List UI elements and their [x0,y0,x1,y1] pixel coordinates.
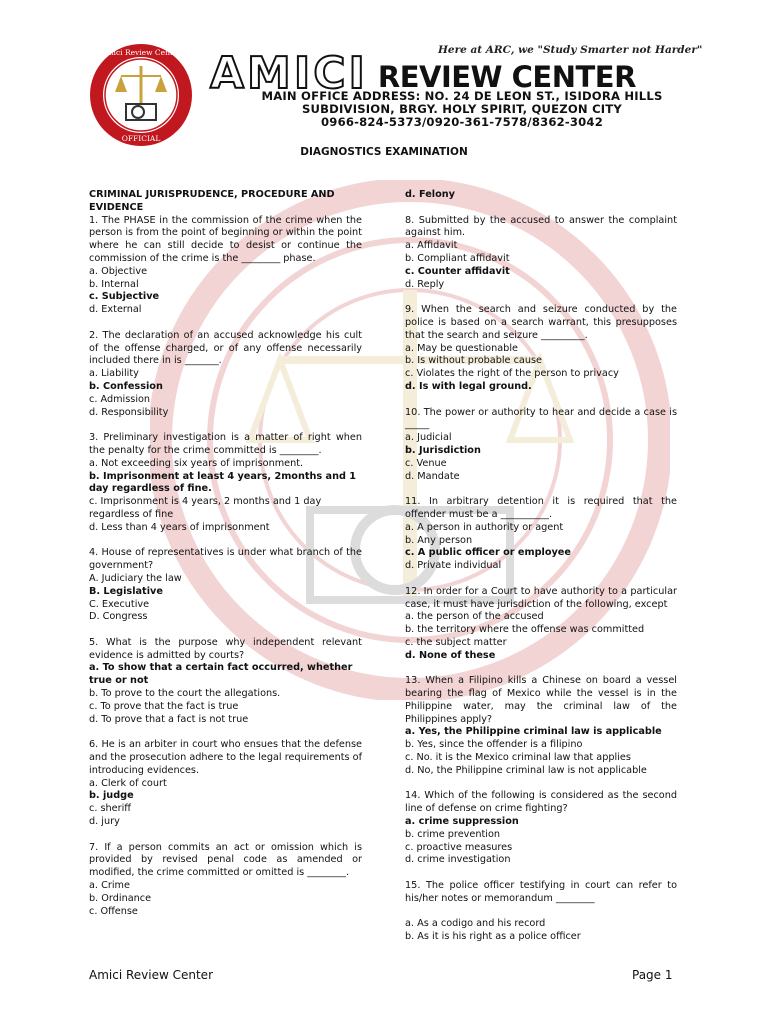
question-text: 10. The power or authority to hear and decide a case is _____ [405,406,677,431]
answer-option: d. External [89,304,142,316]
answer-option: b. Any person [405,534,473,546]
answer-option: c. proactive measures [405,841,513,853]
answer-option: c. To prove that the fact is true [89,700,239,712]
answer-option-correct: b. Confession [89,380,163,392]
answer-option: d. No, the Philippine criminal law is not applicable [405,764,647,776]
question-text: 15. The police officer testifying in court can refer to his/her notes or memorandum ________ [405,880,677,904]
answer-option: a. the person of the accused [405,611,544,623]
answer-option: c. Admission [89,393,151,405]
question-block [89,842,362,919]
section-title: CRIMINAL JURISPRUDENCE, PROCEDURE AND EVIDENCE [89,189,335,213]
answer-option: a. Judicial [405,432,452,444]
question-block [405,189,677,202]
phone-numbers: 0966-824-5373/0920-361-7578/8362-3042 [321,115,603,129]
answer-option-correct: b. Jurisdiction [405,444,481,456]
question-text: 14. Which of the following is considered as the second line of defense on crime fighting? [405,790,677,815]
answer-option: b. Internal [89,278,139,290]
answer-option-correct: B. Legislative [89,585,163,597]
footer-center-name: Amici Review Center [89,968,213,982]
svg-text:Amici Review Center: Amici Review Center [101,48,181,57]
question-block [89,637,362,727]
question-block [89,215,362,317]
svg-text:OFFICIAL: OFFICIAL [121,134,161,143]
question-text: 5. What is the purpose why independent relevant evidence is admitted by courts? [89,636,362,661]
answer-option: d. To prove that a fact is not true [89,713,249,725]
review-center-seal-logo [88,42,194,148]
answer-option: b. Is without probable cause [405,355,543,367]
answer-option: b. To prove to the court the allegations. [89,688,281,700]
question-block [405,790,677,867]
brand-name-review-center: REVIEW CENTER [377,60,636,94]
answer-option: b. crime prevention [405,828,501,840]
question-text: 6. He is an arbiter in court who ensues that the defense and the prosecution adhere to the legal requirements of introducing evidences. [89,739,362,776]
question-block [405,215,677,292]
answer-option: A. Judiciary the law [89,572,182,584]
question-text: 11. In arbitrary detention it is required that the offender must be a __________. [405,496,677,520]
document-title: DIAGNOSTICS EXAMINATION [300,146,468,158]
answer-option: d. Less than 4 years of imprisonment [89,521,270,533]
brand-tagline: Here at ARC, we "Study Smarter not Harder" [438,44,703,56]
answer-option: c. No. it is the Mexico criminal law that applies [405,752,631,764]
answer-option: d. crime investigation [405,854,511,866]
question-text: 2. The declaration of an accused acknowledge his cult of the offense charged, or of any offense necessarily included there in is _______. [89,329,362,367]
answer-option: a. As a codigo and his record [405,918,546,930]
answer-option: d. Responsibility [89,406,169,418]
question-block [89,547,362,624]
question-block [405,496,677,573]
question-block [89,330,362,420]
question-text: 12. In order for a Court to have authority to a particular case, it must have jurisdiction of the following, except [405,585,677,610]
answer-option-correct: a. Yes, the Philippine criminal law is applicable [405,726,662,738]
answer-option: c. sheriff [89,803,131,815]
answer-option: a. Objective [89,265,148,277]
question-text: 8. Submitted by the accused to answer the complaint against him. [405,214,677,239]
question-text: 1. The PHASE in the commission of the crime when the person is from the point of beginning or within the point where he can still decide to desist or continue the commission of the crime is the ________ phase. [89,214,362,264]
answer-option: d. Private individual [405,560,502,572]
answer-option: c. Offense [89,905,138,917]
question-text: 9. When the search and seizure conducted by the police is based on a search warrant, this presupposes that the search and seizure _________. [405,304,677,341]
answer-option: b. As it is his right as a police officer [405,931,581,943]
right-column [405,189,677,944]
answer-option: c. Imprisonment is 4 years, 2 months and 1 day regardless of fine [89,496,322,520]
answer-option: C. Executive [89,598,150,610]
address-line-2: SUBDIVISION, BRGY. HOLY SPIRIT, QUEZON CITY [301,102,622,116]
question-block [405,586,677,663]
answer-option: a. Not exceeding six years of imprisonment. [89,457,304,469]
answer-option-correct: d. Felony [405,189,455,200]
answer-option: b. Yes, since the offender is a filipino [405,739,583,751]
question-block [405,675,677,777]
answer-option-correct: b. judge [89,790,134,802]
question-block [405,880,677,944]
address-line-1: MAIN OFFICE ADDRESS: NO. 24 DE LEON ST., ISIDORA HILLS [261,89,663,103]
question-text: 3. Preliminary investigation is a matter of right when the penalty for the crime committed is ________. [89,432,362,456]
answer-option: a. Liability [89,368,139,380]
answer-option: c. Venue [405,457,447,469]
answer-option-correct: d. Is with legal ground. [405,380,532,392]
answer-option-correct: d. None of these [405,649,496,661]
answer-option: a. Crime [89,880,130,892]
answer-option: b. Compliant affidavit [405,252,510,264]
question-block [89,739,362,829]
question-text: 4. House of representatives is under what branch of the government? [89,547,362,572]
answer-option: a. Clerk of court [89,777,167,789]
answer-option: b. the territory where the offense was committed [405,624,645,636]
answer-option: d. Reply [405,278,445,290]
question-text: 7. If a person commits an act or omission which is provided by revised penal code as amended or modified, the crime committed or omitted is ________. [89,841,362,879]
question-block [405,407,677,484]
footer-page-number: Page 1 [632,968,673,982]
answer-option: D. Congress [89,611,148,623]
answer-option: a. A person in authority or agent [405,521,564,533]
answer-option: c. Violates the right of the person to privacy [405,368,619,380]
answer-option-correct: a. crime suppression [405,816,519,828]
left-column [89,189,362,918]
answer-option-correct: c. Counter affidavit [405,265,510,277]
answer-option: d. Mandate [405,470,460,482]
answer-option: c. the subject matter [405,636,507,648]
question-block [405,304,677,394]
brand-name-amici: AMICI [210,48,368,99]
answer-option: a. Affidavit [405,240,458,252]
question-text: 13. When a Filipino kills a Chinese on board a vessel bearing the flag of Mexico while the vessel is in the Philippine water, may the criminal law of the Philippines apply? [405,675,677,725]
answer-option-correct: a. To show that a certain fact occurred, whether true or not [89,662,353,687]
answer-option-correct: c. A public officer or employee [405,547,571,559]
answer-option: b. Ordinance [89,892,152,904]
answer-option: a. May be questionable [405,342,518,354]
answer-option: d. jury [89,816,120,828]
question-block [89,432,362,534]
answer-option-correct: b. Imprisonment at least 4 years, 2months and 1 day regardless of fine. [89,470,357,495]
answer-option-correct: c. Subjective [89,291,160,303]
